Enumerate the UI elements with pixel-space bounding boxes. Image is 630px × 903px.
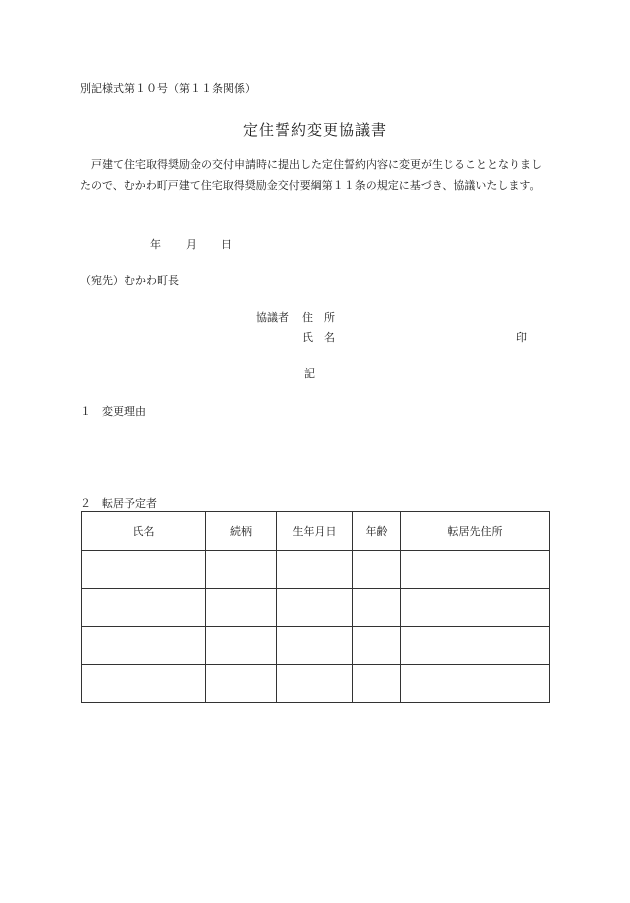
date-day-label: 日 xyxy=(221,238,232,251)
cell-new-address[interactable] xyxy=(401,551,550,589)
cell-new-address[interactable] xyxy=(401,627,550,665)
cell-birthdate[interactable] xyxy=(277,589,353,627)
body-paragraph: 戸建て住宅取得奨励金の交付申請時に提出した定住誓約内容に変更が生じることとなりましたので、むかわ町戸建て住宅取得奨励金交付要綱第１１条の規定に基づき、協議いたします。 xyxy=(80,158,542,192)
header-age: 年齢 xyxy=(353,512,401,551)
header-birthdate: 生年月日 xyxy=(277,512,353,551)
table-row xyxy=(82,627,550,665)
cell-name[interactable] xyxy=(82,551,206,589)
cell-birthdate[interactable] xyxy=(277,665,353,703)
cell-birthdate[interactable] xyxy=(277,551,353,589)
cell-relationship[interactable] xyxy=(206,551,277,589)
cell-age[interactable] xyxy=(353,589,401,627)
date-month-label: 月 xyxy=(186,238,197,251)
section-change-reason: １ 変更理由 xyxy=(80,405,146,418)
cell-name[interactable] xyxy=(82,589,206,627)
document-title: 定住誓約変更協議書 xyxy=(242,121,387,139)
addressee: （宛先）むかわ町長 xyxy=(80,274,179,287)
cell-birthdate[interactable] xyxy=(277,627,353,665)
ki-heading: 記 xyxy=(304,367,315,380)
header-relationship: 続柄 xyxy=(206,512,277,551)
cell-name[interactable] xyxy=(82,627,206,665)
cell-relationship[interactable] xyxy=(206,665,277,703)
header-new-address: 転居先住所 xyxy=(401,512,550,551)
section-movers: ２ 転居予定者 xyxy=(80,497,157,510)
table-header-row xyxy=(82,512,550,551)
seal-mark: 印 xyxy=(516,331,527,344)
applicant-label: 協議者 xyxy=(256,311,289,324)
table-row xyxy=(82,665,550,703)
cell-relationship[interactable] xyxy=(206,627,277,665)
table-row xyxy=(82,589,550,627)
cell-new-address[interactable] xyxy=(401,589,550,627)
table-row xyxy=(82,551,550,589)
cell-relationship[interactable] xyxy=(206,589,277,627)
address-label: 住 所 xyxy=(302,311,335,324)
header-name: 氏名 xyxy=(82,512,206,551)
cell-new-address[interactable] xyxy=(401,665,550,703)
cell-name[interactable] xyxy=(82,665,206,703)
movers-table xyxy=(81,511,550,703)
cell-age[interactable] xyxy=(353,665,401,703)
cell-age[interactable] xyxy=(353,551,401,589)
date-year-label: 年 xyxy=(150,238,161,251)
form-number: 別記様式第１０号（第１１条関係） xyxy=(80,82,256,95)
name-label: 氏 名 xyxy=(302,331,335,344)
cell-age[interactable] xyxy=(353,627,401,665)
